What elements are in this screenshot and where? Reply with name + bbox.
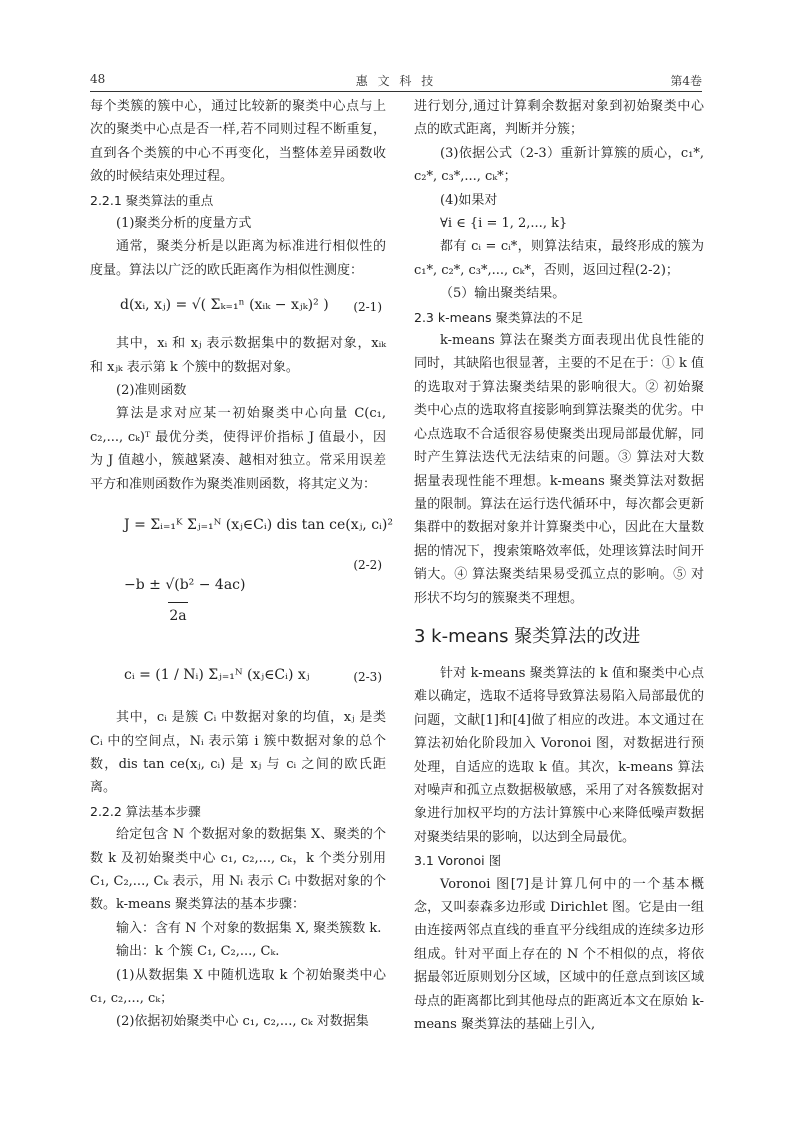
paragraph: ∀i ∈ {i = 1, 2,..., k}	[440, 216, 568, 232]
left-column	[90, 95, 393, 1034]
paragraph: (2)依据初始聚类中心 c₁, c₂,..., cₖ 对数据集	[116, 1014, 369, 1030]
equation: J = Σᵢ₌₁ᴷ Σⱼ₌₁ᴺ (xⱼ∈Cᵢ) dis tan ce(xⱼ, cᵢ)²	[124, 517, 393, 534]
running-header	[90, 70, 702, 90]
paragraph: 针对 k-means 聚类算法的 k 值和聚类中心点难以确定，选取不适将导致算法易陷入局部最优的问题，文献[1]和[4]做了相应的改进。本文通过在算法初始化阶段加入 Voronoi 图，对数据进行预处理，自适应的选取 k 值。其次，k-means 算法对噪声和孤立点数据极敏感，采用了对各簇数据对象进行加权平均的方法计算簇中心来降低噪声数据对聚类结果的影响，以达到全局最优。	[414, 665, 704, 845]
paragraph: 输出：k 个簇 C₁, C₂,..., Cₖ.	[116, 944, 280, 960]
paragraph: （5）输出聚类结果。	[440, 286, 566, 302]
equation-denominator: 2a	[168, 602, 188, 628]
section-heading: 2.2.1 聚类算法的重点	[90, 192, 214, 208]
volume-label: 第4卷	[670, 74, 702, 88]
equation-number: (2-3)	[353, 670, 382, 685]
equation-number: (2-2)	[353, 558, 382, 573]
chapter-heading: 3 k-means 聚类算法的改进	[414, 625, 641, 647]
paragraph: (4)如果对	[440, 192, 498, 208]
equation-block	[90, 496, 393, 644]
right-column	[414, 95, 704, 1036]
paragraph: (3)依据公式（2-3）重新计算簇的质心，c₁*, c₂*, c₃*,..., cₖ*；	[414, 145, 704, 185]
equation-numerator: −b ± √(b² − 4ac)	[124, 577, 246, 594]
paragraph: k-means 算法在聚类方面表现出优良性能的同时，其缺陷也很显著，主要的不足在于：① k 值的选取对于算法聚类结果的影响很大。② 初始聚类中心点的选取将直接影响到算法聚类的优劣。中心点选取不合适很容易使聚类出现局部最优解，同时产生算法迭代无法结束的问题。③ 算法对大数据量表现性能不理想。k-means 聚类算法对数据量的限制。算法在运行迭代循环中，每次都会更新集群中的数据对象并计算聚类中心，因此在大量数据的情况下，搜索策略效率低，处理该算法时间开销大。④ 算法聚类结果易受孤立点的影响。⑤ 对形状不均匀的簇聚类不理想。	[414, 333, 704, 606]
paragraph: 算法是求对应某一初始聚类中心向量 C(c₁, c₂,..., cₖ)ᵀ 最优分类，使得评价指标 J 值最小，因为 J 值越小，簇越紧凑、越相对独立。常采用误差平方和准则函数作为聚类准则函数，将其定义为：	[90, 406, 386, 492]
journal-name: 惠 文 科 技	[355, 74, 437, 88]
paragraph: (1)聚类分析的度量方式	[116, 216, 252, 232]
equation: d(xᵢ, xⱼ) = √( Σₖ₌₁ⁿ (xᵢₖ − xⱼₖ)² )	[120, 297, 329, 314]
paragraph: 通常，聚类分析是以距离为标准进行相似性的度量。算法以广泛的欧氏距离作为相似性测度：	[90, 239, 386, 278]
paragraph: 输入：含有 N 个对象的数据集 X, 聚类簇数 k.	[116, 920, 382, 936]
equation-block	[90, 644, 386, 706]
paragraph: 其中，xᵢ 和 xⱼ 表示数据集中的数据对象，xᵢₖ 和 xⱼₖ 表示第 k 个簇中的数据对象。	[90, 336, 386, 375]
equation-number: (2-1)	[353, 300, 382, 315]
page-number: 48	[90, 72, 106, 86]
equation: cᵢ = (1 / Nᵢ) Σⱼ₌₁ᴺ (xⱼ∈Cᵢ) xⱼ	[124, 667, 310, 684]
equation-block	[90, 282, 386, 332]
paragraph: 都有 cᵢ = cᵢ*，则算法结束，最终形成的簇为 c₁*, c₂*, c₃*,..., cₖ*，否则，返回过程(2-2)；	[414, 239, 704, 278]
section-heading: 2.2.2 算法基本步骤	[90, 803, 201, 819]
paragraph: 进行划分,通过计算剩余数据对象到初始聚类中心点的欧式距离，判断并分簇；	[414, 99, 704, 138]
section-heading: 2.3 k-means 聚类算法的不足	[414, 309, 584, 325]
paragraph: Voronoi 图[7]是计算几何中的一个基本概念，又叫泰森多边形或 Dirichlet 图。它是由一组由连接两邻点直线的垂直平分线组成的连续多边形组成。针对平面上存在的 N 个不相似的点，将依据最邻近原则划分区域，区域中的任意点到该区域母点的距离都比到其他母点的距离近本文在原始 k-means 聚类算法的基础上引入,	[414, 876, 704, 1033]
section-heading: 3.1 Voronoi 图	[414, 853, 502, 869]
paragraph: (1)从数据集 X 中随机选取 k 个初始聚类中心 c₁, c₂,..., cₖ；	[90, 967, 386, 1006]
paragraph: 给定包含 N 个数据对象的数据集 X、聚类的个数 k 及初始聚类中心 c₁, c₂,..., cₖ，k 个类分别用 C₁, C₂,..., Cₖ 表示，用 Nᵢ 表示 Cᵢ 中数据对象的个数。k-means 聚类算法的基本步骤：	[90, 827, 386, 913]
header-rule	[90, 91, 702, 92]
paragraph: (2)准则函数	[116, 383, 187, 399]
paragraph: 每个类簇的簇中心，通过比较新的聚类中心点与上次的聚类中心点是否一样,若不同则过程不断重复，直到各个类簇的中心不再变化，当整体差异函数收敛的时候结束处理过程。	[90, 99, 386, 185]
paragraph: 其中，cᵢ 是簇 Cᵢ 中数据对象的均值，xⱼ 是类 Cᵢ 中的空间点，Nᵢ 表示第 i 簇中数据对象的总个数，dis tan ce(xⱼ, cᵢ) 是 xⱼ 与 cᵢ 之间的欧氏距离。	[90, 710, 386, 796]
